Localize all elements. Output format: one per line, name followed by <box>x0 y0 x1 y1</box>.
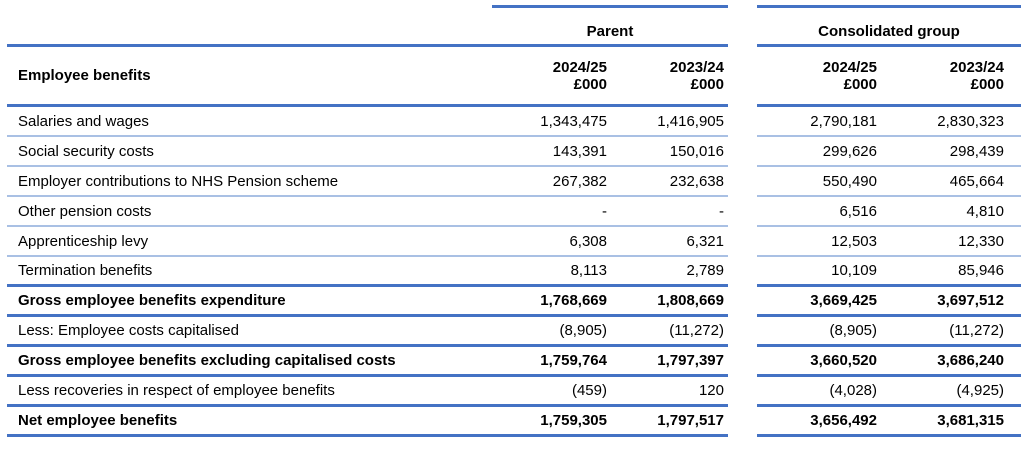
table-row <box>7 137 1024 167</box>
row-right-section <box>757 317 1021 347</box>
col-header-parent-2023-24 <box>607 59 728 93</box>
row-label: Apprenticeship levy <box>18 232 149 250</box>
value-parent-2024-25: 1,768,669 <box>540 292 607 309</box>
value-group-2024-25: 10,109 <box>831 262 877 279</box>
value-parent-2023-24: 232,638 <box>669 172 724 190</box>
value-group-2023-24: 3,681,315 <box>937 412 1004 429</box>
table-row <box>7 287 1024 317</box>
col-header-year: 2023/24 <box>949 58 1004 76</box>
value-parent-2023-24: 120 <box>698 382 724 399</box>
value-group-2023-24: 298,439 <box>949 142 1004 160</box>
group-header-spacer <box>7 5 492 44</box>
value-group-2024-25: 2,790,181 <box>810 112 877 130</box>
section-gap <box>728 137 757 167</box>
column-header-left-section <box>7 47 728 107</box>
col-header-group-2024-25 <box>757 59 877 93</box>
value-parent-2023-24: 1,797,517 <box>657 412 724 429</box>
value-parent-2023-24: 1,416,905 <box>657 112 724 130</box>
value-parent-2023-24: 6,321 <box>686 232 724 250</box>
row-label: Salaries and wages <box>18 112 149 130</box>
group-header-consolidated-label: Consolidated group <box>818 23 960 40</box>
value-parent-2024-25: (459) <box>571 382 607 399</box>
row-label: Social security costs <box>18 142 154 160</box>
col-header-parent-2024-25 <box>480 59 607 93</box>
value-parent-2024-25: 1,759,764 <box>540 352 607 369</box>
section-gap <box>728 257 757 287</box>
value-group-2023-24: (11,272) <box>949 322 1004 339</box>
table-row <box>7 407 1024 437</box>
row-left-section <box>7 227 728 257</box>
col-header-year: 2023/24 <box>669 58 724 76</box>
row-label: Other pension costs <box>18 202 152 220</box>
group-header-parent-label: Parent <box>586 23 634 40</box>
row-right-section <box>757 107 1021 137</box>
value-group-2023-24: 2,830,323 <box>937 112 1004 130</box>
value-group-2024-25: (8,905) <box>829 322 877 339</box>
group-header-left-section <box>7 5 728 47</box>
row-right-section <box>757 377 1021 407</box>
col-header-unit: £000 <box>690 75 724 93</box>
row-label: Gross employee benefits expenditure <box>18 292 286 309</box>
col-header-unit: £000 <box>573 75 607 93</box>
value-parent-2024-25: 1,343,475 <box>540 112 607 130</box>
value-parent-2024-25: - <box>602 202 607 220</box>
column-header-right-section <box>757 47 1021 107</box>
row-label: Termination benefits <box>18 262 153 279</box>
section-gap <box>728 197 757 227</box>
value-parent-2023-24: (11,272) <box>669 322 724 339</box>
table-row <box>7 197 1024 227</box>
col-header-year: 2024/25 <box>552 58 607 76</box>
value-parent-2023-24: - <box>719 202 724 220</box>
column-header-row <box>7 47 1024 107</box>
row-left-section <box>7 287 728 317</box>
col-header-year: 2024/25 <box>822 58 877 76</box>
value-parent-2023-24: 150,016 <box>669 142 724 160</box>
row-right-section <box>757 197 1021 227</box>
row-left-section <box>7 257 728 287</box>
section-gap <box>728 377 757 407</box>
row-right-section <box>757 287 1021 317</box>
value-group-2024-25: 3,669,425 <box>810 292 877 309</box>
value-parent-2024-25: (8,905) <box>559 322 607 339</box>
value-group-2024-25: 6,516 <box>839 202 877 220</box>
value-group-2024-25: (4,028) <box>829 382 877 399</box>
row-label: Net employee benefits <box>18 412 178 429</box>
value-group-2024-25: 3,656,492 <box>810 412 877 429</box>
section-gap <box>728 227 757 257</box>
row-left-section <box>7 317 728 347</box>
value-parent-2024-25: 267,382 <box>552 172 607 190</box>
value-group-2023-24: (4,925) <box>956 382 1004 399</box>
section-gap <box>728 47 757 107</box>
row-right-section <box>757 227 1021 257</box>
table-row <box>7 377 1024 407</box>
table-row <box>7 107 1024 137</box>
col-header-unit: £000 <box>970 75 1004 93</box>
group-header-row <box>7 5 1024 47</box>
row-right-section <box>757 257 1021 287</box>
value-parent-2024-25: 6,308 <box>569 232 607 250</box>
value-parent-2023-24: 1,797,397 <box>657 352 724 369</box>
value-group-2023-24: 12,330 <box>958 232 1004 250</box>
row-left-section <box>7 407 728 437</box>
row-left-section <box>7 167 728 197</box>
value-group-2024-25: 299,626 <box>822 142 877 160</box>
row-right-section <box>757 167 1021 197</box>
table-title: Employee benefits <box>18 67 151 84</box>
value-parent-2023-24: 2,789 <box>686 262 724 279</box>
value-group-2023-24: 4,810 <box>966 202 1004 220</box>
value-group-2024-25: 550,490 <box>822 172 877 190</box>
value-parent-2024-25: 1,759,305 <box>540 412 607 429</box>
section-gap <box>728 347 757 377</box>
section-gap <box>728 407 757 437</box>
row-right-section <box>757 407 1021 437</box>
row-left-section <box>7 377 728 407</box>
row-label: Gross employee benefits excluding capitalised costs <box>18 352 396 369</box>
group-header-parent <box>492 5 728 44</box>
col-header-unit: £000 <box>843 75 877 93</box>
row-label: Less recoveries in respect of employee benefits <box>18 382 335 399</box>
row-left-section <box>7 137 728 167</box>
value-group-2024-25: 12,503 <box>831 232 877 250</box>
value-group-2023-24: 85,946 <box>958 262 1004 279</box>
value-parent-2023-24: 1,808,669 <box>657 292 724 309</box>
table-row <box>7 347 1024 377</box>
table-row <box>7 227 1024 257</box>
row-right-section <box>757 137 1021 167</box>
row-label: Less: Employee costs capitalised <box>18 322 239 339</box>
section-gap <box>728 167 757 197</box>
section-gap <box>728 317 757 347</box>
table-row <box>7 167 1024 197</box>
table-row <box>7 257 1024 287</box>
section-gap <box>728 287 757 317</box>
value-group-2023-24: 3,686,240 <box>937 352 1004 369</box>
value-group-2023-24: 3,697,512 <box>937 292 1004 309</box>
value-parent-2024-25: 8,113 <box>570 262 607 279</box>
row-left-section <box>7 347 728 377</box>
row-left-section <box>7 197 728 227</box>
value-parent-2024-25: 143,391 <box>552 142 607 160</box>
value-group-2023-24: 465,664 <box>949 172 1004 190</box>
row-right-section <box>757 347 1021 377</box>
row-label: Employer contributions to NHS Pension scheme <box>18 172 339 190</box>
section-gap <box>728 5 757 47</box>
group-header-consolidated <box>757 5 1021 47</box>
col-header-group-2023-24 <box>877 59 1021 93</box>
section-gap <box>728 107 757 137</box>
value-group-2024-25: 3,660,520 <box>810 352 877 369</box>
row-left-section <box>7 107 728 137</box>
table-row <box>7 317 1024 347</box>
table-body <box>7 107 1024 437</box>
